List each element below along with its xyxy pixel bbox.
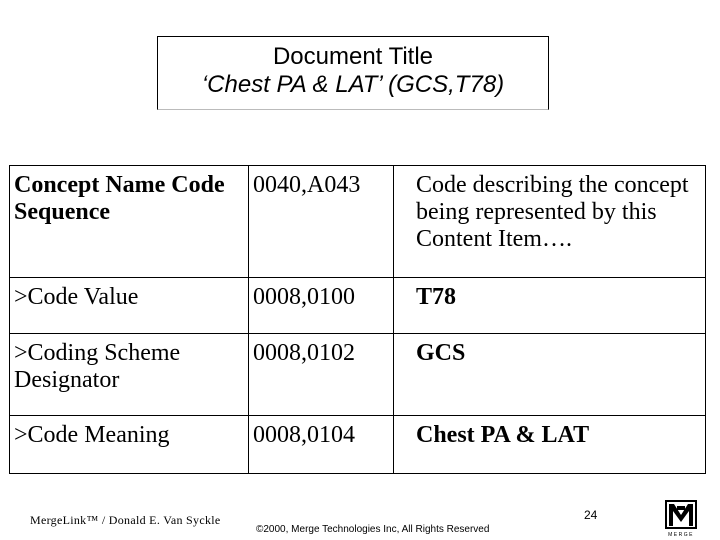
table-cell-name: >Code Value [10,278,249,334]
table-cell-description: T78 [394,278,706,334]
document-title-box [157,36,549,110]
table-row [10,278,706,334]
table-row [10,334,706,416]
table-cell-name: Concept Name Code Sequence [10,166,249,278]
table-cell-tag: 0040,A043 [249,166,394,278]
table-row [10,416,706,474]
table-cell-tag: 0008,0102 [249,334,394,416]
table-cell-description: Code describing the concept being represented by this Content Item…. [394,166,706,278]
document-title-line2: ‘Chest PA & LAT’ (GCS,T78) [201,71,505,98]
page-number: 24 [584,508,598,522]
footer-copyright: ©2000, Merge Technologies Inc, All Rights Reserved [256,524,490,535]
table-cell-tag: 0008,0104 [249,416,394,474]
table-row [10,166,706,278]
table-cell-tag: 0008,0100 [249,278,394,334]
document-title-line1: Document Title [272,43,434,70]
code-sequence-table [9,165,706,474]
svg-text:MERGE: MERGE [668,532,694,538]
table-cell-name: >Coding Scheme Designator [10,334,249,416]
merge-logo-icon [665,500,697,538]
footer-author: MergeLink™ / Donald E. Van Syckle [30,513,221,527]
table-cell-description: Chest PA & LAT [394,416,706,474]
table-cell-name: >Code Meaning [10,416,249,474]
table-cell-description: GCS [394,334,706,416]
